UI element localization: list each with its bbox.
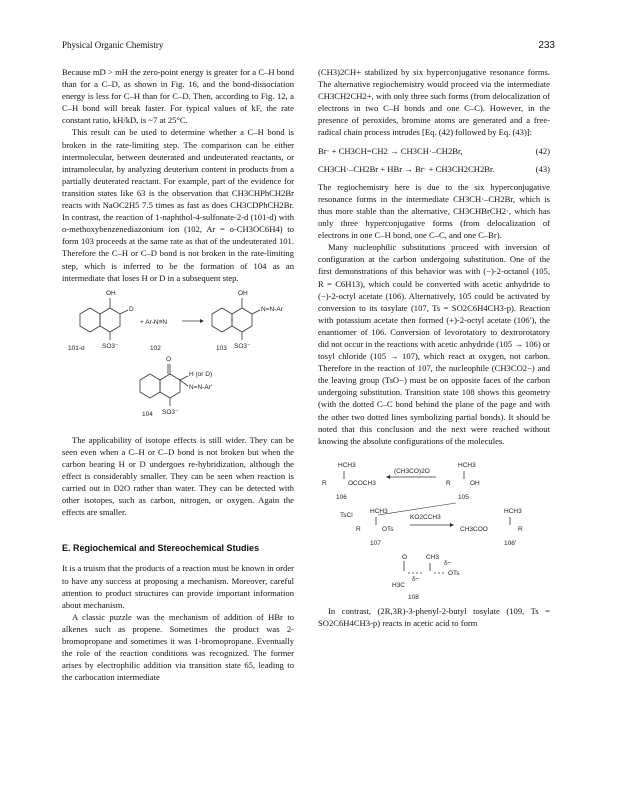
oh-label: OH bbox=[238, 289, 248, 297]
compound-label-104: 104 bbox=[142, 410, 153, 418]
paragraph: The regiochemistry here is due to the six hyperconjugative resonance forms in the intermediate CH3CH·–CH2Br, which is thus more stable than the alternative, CH3CHBrCH2·, which has only three hyperconjugative forms (from delocalization of electrons in one C–H bond, one C–C, and one C–Br). bbox=[318, 181, 550, 241]
naphthol-scheme-svg bbox=[62, 284, 294, 434]
naphthalene-103 bbox=[212, 298, 260, 340]
paragraph: Because mD > mH the zero-point energy is greater for a C–H bond than for a C–D, as shown in Fig. 16, and the bond-dissociation energy is less for C–H than for C–D. Then, according to Fig. 12, a C–H bond will break faster. For typical values of kF, the rate constant ratio, kH/kD, is ~7 at 25°C. bbox=[62, 67, 294, 126]
left-column bbox=[62, 66, 294, 683]
acetate-label: OCOCH3 bbox=[348, 479, 376, 487]
right-column bbox=[318, 66, 550, 629]
methyl-label: H3C bbox=[392, 581, 406, 589]
d-label: D bbox=[129, 305, 134, 313]
compound-label-103: 103 bbox=[216, 344, 227, 352]
h-or-d-label: H (or D) bbox=[189, 370, 213, 378]
acetate-label: CH3COO bbox=[460, 525, 488, 533]
r-label: R bbox=[356, 525, 361, 533]
diazonium-label: + Ar-N≡N bbox=[140, 318, 168, 326]
so3-label: SO3⁻ bbox=[102, 342, 119, 350]
compound-label-107: 107 bbox=[370, 539, 381, 547]
reagent-label: TsCl bbox=[340, 511, 353, 519]
compound-label-101: 101-d bbox=[68, 344, 85, 352]
equation-number: (43) bbox=[535, 163, 550, 174]
section-heading: E. Regiochemical and Stereochemical Studies bbox=[62, 543, 260, 554]
paragraph: Many nucleophilic substitutions proceed with inversion of configuration at the carbon undergoing substitution. One of the first demonstrations of this behavior was with (−)-2-octanol (105, R = C6H13), which could be converted with acetic anhydride to (−)-2-octyl acetate (106). Alternatively, 105 could be activated by conversion to its tosylate (107, Ts = SO2C6H4CH3-p). Reaction with potassium acetate then formed (+)-2-octyl acetate (106′), the enantiomer of 106. Conversion of levorotatory to dextrorotatory did not occur in the reactions with acetic anhydride (105 → 106) or tosyl chloride (105 → 107), which react at oxygen, not carbon. Therefore in the reaction of 107, the nucleophile (CH3CO2−) and the leaving group (TsO−) must be on opposite faces of the carbon undergoing substitution. Transition state 108 shows this geometry (with the dotted C–C bond behind the plane of the page and with the other two dotted lines symbolizing partial bonds). It should be noted that this conclusion and the next were reached without knowing the absolute configurations of the molecules. bbox=[318, 242, 550, 446]
r-label: R bbox=[446, 479, 451, 487]
equation-number: (42) bbox=[535, 145, 550, 156]
r-label: R bbox=[322, 479, 327, 487]
equation-body: Br· + CH3CH=CH2 → CH3CH·–CH2Br, bbox=[318, 145, 463, 156]
ots-label: OTs bbox=[448, 569, 460, 577]
r-label: R bbox=[518, 525, 523, 533]
compound-label-105: 105 bbox=[458, 493, 469, 501]
compound-label-102: 102 bbox=[150, 344, 161, 352]
paragraph: A classic puzzle was the mechanism of addition of HBr to alkenes such as propene. Sometimes the product was 2-bromopropane and sometimes it was 1-bromopropane. Eventually the role of the reaction conditions was recognized. The former arises by electrophilic addition via transition state 65, leading to the carbocation intermediate bbox=[62, 611, 294, 683]
equation-body: CH3CH·–CH2Br + HBr → Br· + CH3CH2CH2Br. bbox=[318, 163, 495, 174]
compound-label-106: 106 bbox=[336, 493, 347, 501]
arrow-head bbox=[200, 319, 204, 323]
paragraph: (CH3)2CH+ stabilized by six hyperconjugative resonance forms. The alternative regiochemistry would proceed via the intermediate CH3CH2CH2+, with only three such forms (from delocalization of electrons in two C–H bonds and one C–C). However, in the presence of peroxides, bromine atoms are generated and a free-radical chain process intrudes [Eq. (42) followed by Eq. (43)]: bbox=[318, 67, 550, 138]
paragraph: In contrast, (2R,3R)-3-phenyl-2-butyl tosylate (109, Ts = SO2C6H4CH3-p) reacts in acetic acid to form bbox=[318, 605, 550, 628]
running-header: Physical Organic Chemistry bbox=[62, 40, 164, 50]
compound-label-108: 108 bbox=[408, 593, 419, 601]
compound-label-106-prime: 106′ bbox=[504, 539, 517, 547]
paragraph: The applicability of isotope effects is still wider. They can be seen even when a C–H or C–D bond is not broken but when the carbon bearing H or D undergoes re-hybridization, although the effect is considerably smaller. They can be seen when reaction is carried out in D2O rather than water. They can be detected with other isotopes, such as carbon, nitrogen, or oxygen. Again the effects are smaller. bbox=[62, 434, 294, 518]
equation-43 bbox=[318, 163, 550, 175]
reagent-label: KO2CCH3 bbox=[410, 513, 441, 521]
page-number: 233 bbox=[538, 40, 555, 51]
substituent-label: HCH3 bbox=[370, 507, 388, 515]
naphthol-reaction-figure bbox=[62, 284, 294, 434]
paragraph: It is a truism that the products of a reaction must be known in order to have any success at proposing a mechanism. Moreover, careful attention to product structures can provide important information about mechanism. bbox=[62, 563, 294, 610]
partial-charge-label: δ− bbox=[444, 559, 452, 567]
substituent-label: HCH3 bbox=[338, 461, 356, 469]
ots-label: OTs bbox=[382, 525, 394, 533]
so3-label: SO3⁻ bbox=[162, 408, 179, 416]
naphthalene-101 bbox=[80, 298, 128, 340]
equation-42 bbox=[318, 145, 550, 157]
azo-label: N=N-Ar′ bbox=[189, 383, 213, 391]
so3-label: SO3⁻ bbox=[234, 342, 251, 350]
stereo-scheme-svg bbox=[318, 453, 550, 605]
oxygen-label: O bbox=[402, 553, 408, 561]
intermediate-104 bbox=[140, 364, 188, 406]
partial-charge-label: δ− bbox=[412, 575, 420, 583]
oxygen-label: O bbox=[166, 355, 172, 363]
oh-label: OH bbox=[470, 479, 480, 487]
stereochemistry-figure bbox=[318, 453, 550, 605]
oh-label: OH bbox=[106, 289, 116, 297]
paragraph: This result can be used to determine whether a C–H bond is broken in the rate-limiting step. The comparison can be either intermolecular, between deuterated and undeuterated reactants, or intramolecular, by analyzing deuterium content in products from a partially deuterated reactant. For example, part of the evidence for transition states like 63 is the observation that CH3CHPhCH2Br reacts with NaOC2H5 7.5 times as fast as does CH3CDPhCH2Br. In contrast, the reaction of 1-naphthol-4-sulfonate-2-d (101-d) with o-methoxybenzenediazonium ion (102, Ar = o-CH3OC6H4) to form 103 proceeds at the same rate as that of the undeuterated 101. Therefore the C–H or C–D bond is not broken in the rate-limiting step, which is inferred to be the formation of 104 as an intermediate that loses H or D in a subsequent step. bbox=[62, 127, 294, 283]
azo-label: N=N-Ar bbox=[261, 305, 283, 313]
reagent-label: (CH3CO)2O bbox=[394, 467, 430, 475]
substituent-label: HCH3 bbox=[504, 507, 522, 515]
substituent-label: CH3 bbox=[426, 553, 440, 561]
substituent-label: HCH3 bbox=[458, 461, 476, 469]
